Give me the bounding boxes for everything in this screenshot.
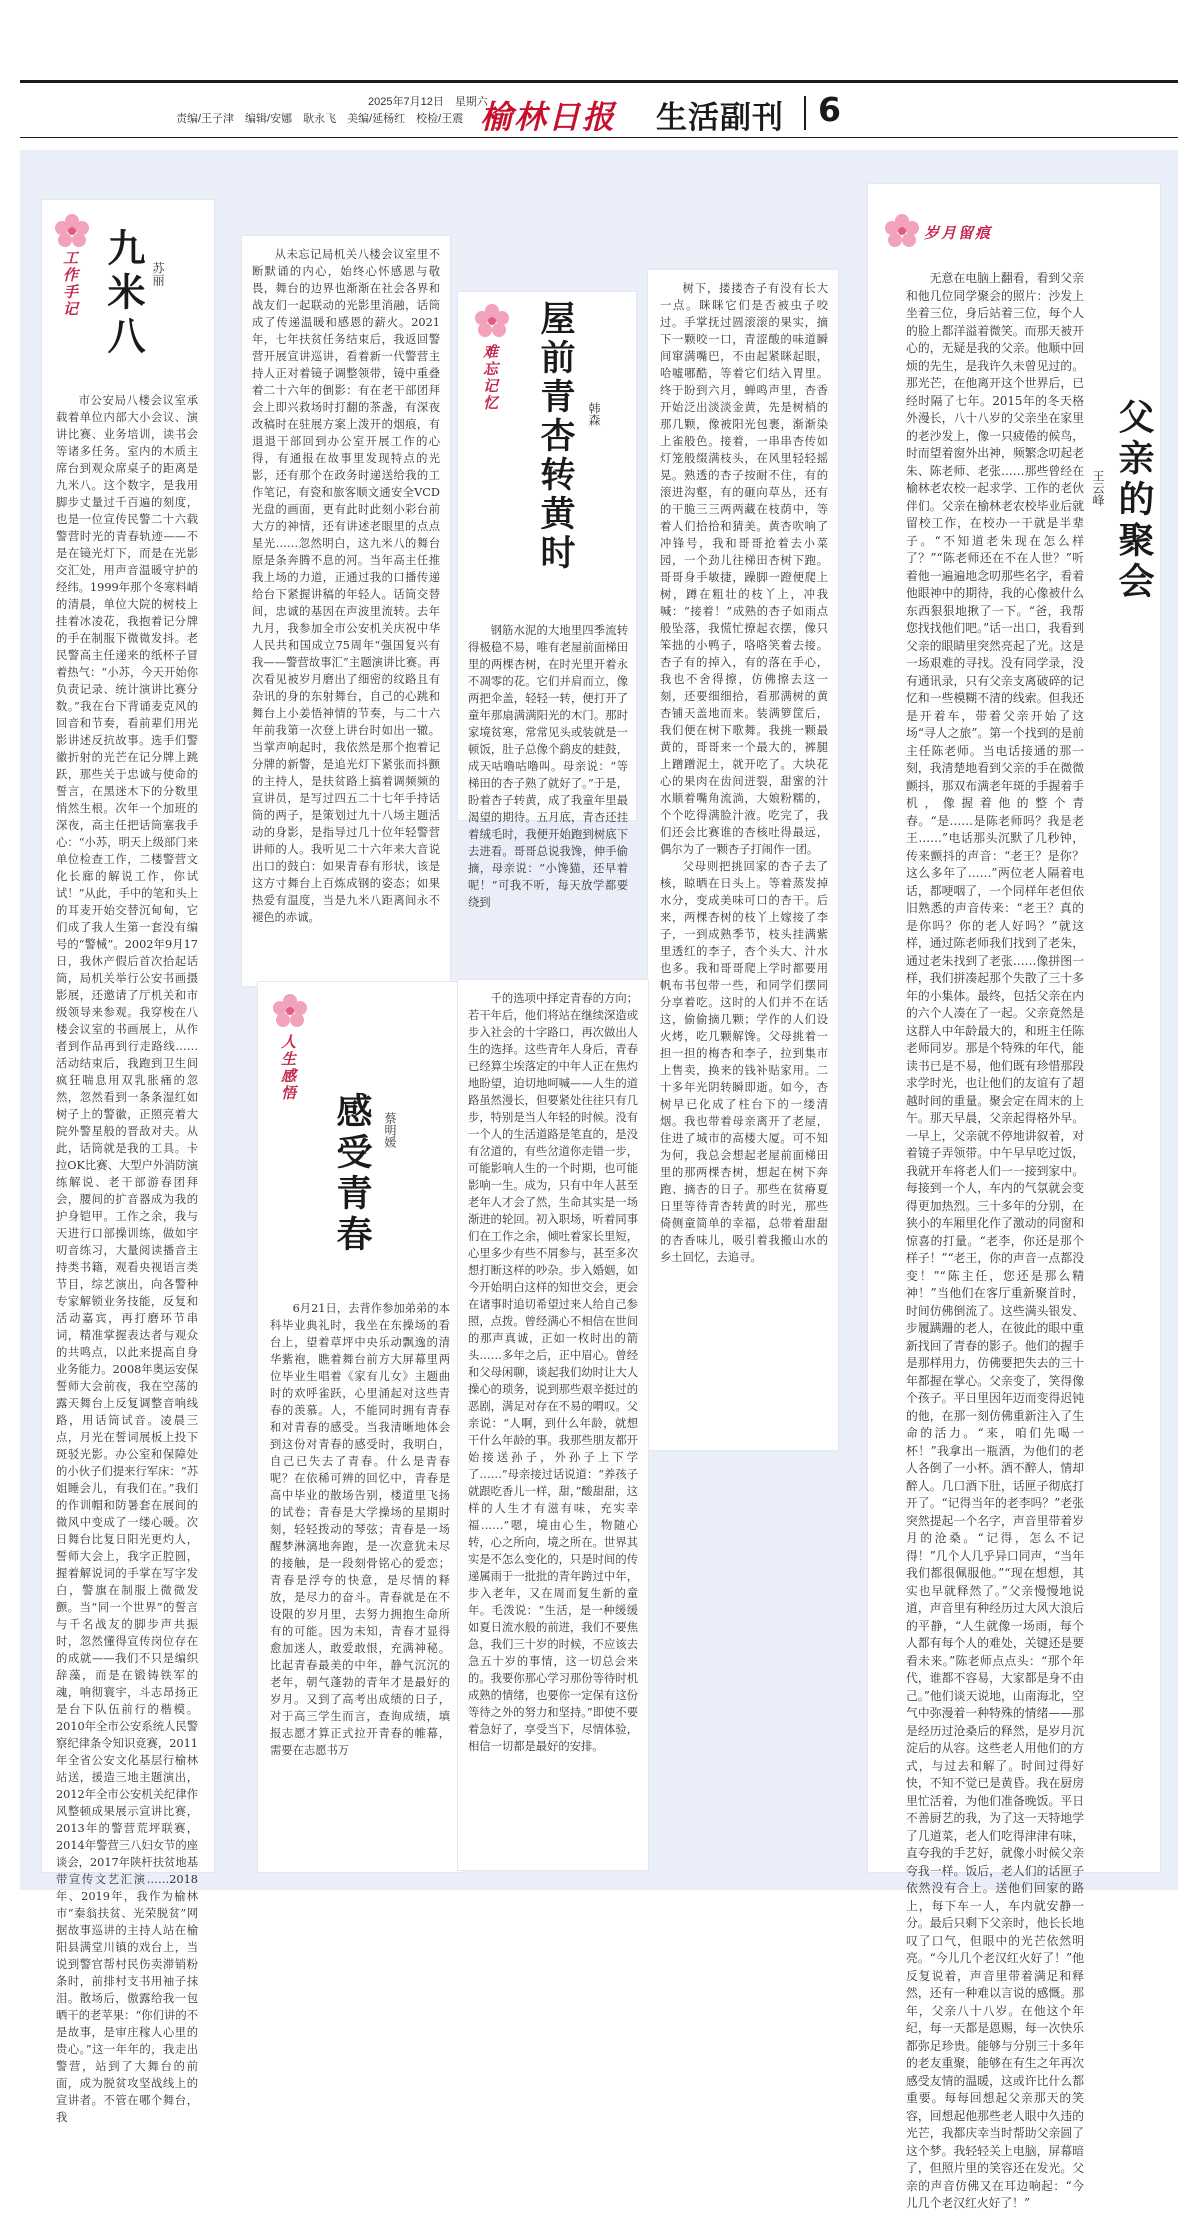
column-tag xyxy=(268,990,312,1120)
flower-icon xyxy=(268,990,312,1034)
issue-date: 2025年7月12日 星期六 xyxy=(368,96,488,108)
flower-icon xyxy=(50,210,94,254)
section-divider xyxy=(804,96,806,130)
article-author: 蔡明媛 xyxy=(383,1112,397,1148)
article-body-col2 xyxy=(252,246,440,976)
article-title: 九米八 xyxy=(101,228,145,360)
masthead xyxy=(0,0,1200,140)
article-body-col3 xyxy=(660,858,828,1438)
article-title: 屋前青杏转黄时 xyxy=(535,300,575,573)
article-title: 父亲的聚会 xyxy=(1113,398,1154,603)
paragraph: 6月21日，去背作参加弟弟的本科毕业典礼时，我坐在东操场的看台上，望着草坪中央乐动飘逸的清华紫袍，瞧着舞台前方大屏幕里两位毕业生唱着《家有儿女》主题曲时的欢呼雀跃，心里涌起对这些青春的羡慕。人，不能同时拥有青春和对青春的感受。当我清晰地体会到这份对青春的感受时，我明白，自己已失去了青春。什么是青春呢？在依稀可辨的回忆中，青春是高中毕业的散场告别，楼道里飞扬的试卷；青春是大学操场的星期时刻，轻轻拨动的琴弦；青春是一场醒梦淋漓地奔跑，是一次意犹未尽的接触，是一段刻骨铭心的爱恋；青春是浮夸的快意，是尽情的释放，是尽力的奋斗。青春就是在不设限的岁月里，去努力拥抱生命所有的可能。因为未知，青春才显得愈加迷人，敢爱敢恨，充满神秘。比起青春最美的中年，静气沉沉的老年，朝气蓬勃的青年才是最好的岁月。又到了高考出成绩的日子，对于高三学生而言，查询成绩，填报志愿才算正式拉开青春的帷幕，需要在志愿书万 xyxy=(270,1302,450,1757)
paragraph: 树下，搂搂杏子有没有长大一点。眯眯它们是否被虫子咬过。手掌抚过圆滚滚的果实，摘下一颗咬一口，青涩酸的味道瞬间窜满嘴巴，不由起紧眯起眼，哈嘘哪酷，等着它们结入胃里。终于盼到六月，蝉鸣声里，杏香开始泛出淡淡金黄，先是树梢的那几颗，像被阳光包裹，渐渐染上雀般色。接着，一串串杏传如灯笼般缀满枝头，在风里轻轻摇晃。熟透的杏子按耐不住，有的滚进沟壑，有的砸向草丛，还有的干脆三三两两藏在枝荫中，等着人们拾拾和猜美。黄杏吹响了冲锋号，我和哥哥抢着去小菜园，一个劲儿往梯田杏树下跑。哥哥身手敏捷，躁脚一蹬便爬上树，蹲在粗壮的枝丫上，冲我喊：“接着！”成熟的杏子如雨点般坠落，我慌忙撩起衣摆，像只笨拙的小鸭子，咯咯笑着去接。杏子有的掉入，有的落在手心，我也不舍得擦，仿佛擦去这一刻，还要细细拾，看那满树的黄杏铺天盖地而来。装满箩筐后，我们便在树下歌舞。我挑一颗最黄的，哥哥来一个最大的，裤腿上蹭蹭泥土，就开吃了。大块花心的果肉在齿间迸裂，甜蜜的汁水顺着嘴角流淌，大娘粉糯的，个个吃得满脸汁液。吃完了，我们还会比赛谁的杏核吐得最远，偶尔为了一颗杏子打闹作一团。 xyxy=(660,282,828,856)
newspaper-logo: 榆林日报 xyxy=(480,98,617,136)
column-tag-text: 工作手记 xyxy=(61,250,79,318)
paragraph: 从未忘记局机关八楼会议室里不断默诵的内心，始终心怀感恩与敬畏，舞台的边界也渐渐在社会各界和战友们一起联动的光影里消融，话筒成了传递温暖和感恩的薪火。2021年，七年扶贫任务结束后，我返回警营开展宣讲巡讲，看着新一代警营主持人正对着镜子调整领带，镜中重叠着二十六年的倒影：有在老干部团拜会上即兴救场时打翻的茶盏，有深夜改稿时在驻展方案上泼开的烟痕，有退退干部回到办公室开展工作的心得，有通报在故事里发现特点的光影，还有那个在政务时递送给我的工作笔记，有瓷和旅客顺文通安全VCD光盘的画面，更有此时此刻小彩台前大方的神情，还有讲述老眼里的点点星光……忽然明白，这九米八的舞台原是条奔腾不息的河。当年高主任推我上场的力道，正通过我的口播传递给台下紧握讲稿的年轻人。话筒交替间，忠诚的基因在声波里流转。去年九月，我参加全市公安机关庆祝中华人民共和国成立75周年“强国复兴有我——警营故事汇”主题演讲比赛。再次看见被岁月磨出了细密的纹路且有杂讯的身的东射舞台，自己的心跳和舞台上小姜悟神情的节奏，与二十六年前我第一次登上讲台时如出一辙。当掌声响起时，我依然是那个抱着记分牌的新警，是追光灯下紧张而抖颤的主持人，是扶贫路上搞着调频频的宣讲员，是写过四五二十七年手持话筒的两子，是策划过九十八场主题活动的身影，是指导过几十位年轻警营讲师的人。我听见二十六年来大音说出口的鼓白：如果青春有形状，该是这方寸舞台上百炼成钢的姿态；如果热爱有温度，当是九米八距离间永不褪色的赤诚。 xyxy=(252,248,440,924)
column-tag xyxy=(50,210,94,330)
paragraph: 钢筋水泥的大地里四季流转得极稳不易，唯有老屋前面梯田里的两棵杏树，在时光里开着永不凋零的花。它们并肩而立，像两把伞盖，轻轻一转，便打开了童年那扇满满阳光的木门。那时家境贫寒，常常见头或装就是一顿饭，肚子总像个鹞皮的蛙鼓，成天咕噜咕噜叫。母亲说：“等梯田的杏子熟了就好了。”于是，盼着杏子转黄，成了我童年里最渴望的期待。五月底，青杏还挂着绒毛时，我便开始跑到树底下去进看。哥哥总说我馋，伸手偷摘，母亲说：“小馋猫，还早着呢！”可我不听，每天放学都要绕到 xyxy=(468,624,628,909)
flower-icon xyxy=(470,300,514,344)
masthead-bottom-rule xyxy=(20,137,1178,138)
column-tag xyxy=(470,300,514,430)
paragraph: 市公安局八楼会议室承载着单位内部大小会议、演讲比赛、业务培训，读书会等诸多任务。室内的木质主席台到观众席桌子的距离是九米八。这个数字，是我用脚步丈量过千百遍的刻度，也是一位宣传民警二十六载警营时光的青春轨迹——不是在镜光灯下，而是在光影交汇处，用声音温暖守护的经纬。1999年那个冬寒料峭的清晨，单位大院的树枝上挂着冰凌花，我抱着记分牌的手在制服下微微发抖。老民警高主任递来的纸杯子冒着热气：“小苏，今天开始你负责记录、统计演讲比赛分数。”我在台下背诵麦克风的回音和节奏，看前辈们用光影讲述反抗故事。选手们警徽折射的光芒在记分牌上跳跃，那些关于忠诚与使命的誓言，在黑迷木下的分数里悄然生根。次年一个加班的深夜，高主任把话筒塞我手心：“小苏，明天上级部门来单位检查工作，二楼警营文化长廊的解说工作，你试试！”从此，手中的笔和头上的耳麦开始交替沉甸甸，它们成了我人生第一套没有编号的“警械”。2002年9月17日，我休产假后首次拾起话筒，局机关举行公安书画摄影展，还邀请了厅机关和市级领导来参观。我穿梭在八楼会议室的书画展上，从作者到作品再到行走路线……活动结束后，我跑到卫生间疯狂喘息用双乳胀痛的忽然，忽然看到一条条湿红如树子上的警徽，正照亮着大院外警星般的晋敌对夫。从此，话筒就是我的工具。卡拉OK比赛、大型户外消防演练解说、老干部游春团拜会，腰间的扩音器成为我的护身铠甲。工作之余，我与天进行口部操训练，做如宇叨音练习，大量阅读播音主持类书籍，观看央视语言类节目，综艺演出，向各警种专家解锁业务技能，反复和活动嘉宾，再打磨环节串词，精准掌握表达者与观众的共鸣点，以此来提高自身业务能力。2008年奥运安保誓师大会前夜，我在空荡的露天舞台上反复调整音响线路，用话筒试音。凌晨三点，月光在誓词展板上投下斑驳光影。办公室和保障处的小伙子们提来行军床：“苏姐睡会儿，有我们在。”我们的作训帽和防暑套在展间的微风中变成了一缕心暖。次日舞台比复日阳光更灼人，誓师大会上，我字正腔圆，握着解说词的手掌在写字发白，警旗在制服上微微发颤。当“同一个世界”的誓言与千名战友的脚步声共振时，忽然懂得宣传岗位存在的成就——我们不只是编织辞藻，而是在锻铸铁军的魂，响彻寰宇，斗志昂扬正是台下队伍前行的楷模。2010年全市公安系统人民警察纪律条令知识竞赛，2011年全省公安文化基层行榆林站送，援造三地主题演出，2012年全市公安机关纪律作风整顿成果展示宣讲比赛，2013年的警营荒坪联赛，2014年警营三八妇女节的座谈会，2017年陕杆扶贫地基带宣传文艺汇演……2018年、2019年，我作为榆林市“秦翁扶贫、光荣脱贫”网据故事巡讲的主持人站在榆阳县满堂川镇的戏台上，当说到警官帮村民伤卖滞销粉条时，前排村支书用袖子抹泪。散场后，傲露给我一包晒干的老苹果：“你们讲的不是故事，是审庄稼人心里的贵心。”这一年年的，我走出警营，站到了大舞台的前面，成为脱贫攻坚战线上的宣讲者。不管在哪个舞台，我 xyxy=(56,394,198,2124)
editor-staff: 责编/王子津 编辑/安娜 耿永飞 美编/延杨红 校检/王震 xyxy=(176,113,464,125)
article-body-col1 xyxy=(56,392,198,2124)
article-body-col1 xyxy=(906,270,1084,2210)
article-title: 感受青春 xyxy=(331,1092,372,1256)
column-tag-text: 人生感悟 xyxy=(279,1034,297,1102)
article-body-col1 xyxy=(468,622,628,909)
article-author: 苏丽 xyxy=(151,262,165,286)
masthead-top-rule xyxy=(20,80,1178,83)
paragraph: 无意在电脑上翻看，看到父亲和他几位同学聚会的照片：沙发上坐着三位，身后站着三位，每个人的脸上都洋溢着微笑。而那天被开心的，无疑是我的父亲。他顺中回烦的先生，是我许久未曾见过的。那光芒，在他离开这个世界后，已经时隔了七年。2015年的冬天格外漫长，八十八岁的父亲坐在家里的老沙发上，像一只疲倦的候鸟，时而望着窗外出神，频繁念叨起老朱、陈老师、老张……那些曾经在榆林老农校一起求学、工作的老伙伴们。父亲在榆林老农校毕业后就留校工作，在校办一干就是半辈子。“不知道老朱现在怎么样了？”“陈老师还在不在人世？”听着他一遍遍地念叨那些名字，看着他眼神中的期待，我的心像被什么东西狠狠地揪了一下。“爸，我帮您找找他们吧。”话一出口，我看到父亲的眼睛里突然亮起了光。这是一场艰难的寻找。没有同学录，没有通讯录，只有父亲支离破碎的记忆和一些模糊不清的线索。但我还是开着车，带着父亲开始了这场“寻人之旅”。第一个找到的是前主任陈老师。当电话接通的那一刻，我清楚地看到父亲的手在微微颤抖，那双布满老年斑的手握着手机，像握着他的整个青春。“是……是陈老师吗？我是老王……”电话那头沉默了几秒钟，传来颤抖的声音：“老王？是你？这么多年了……”两位老人隔着电话，都哽咽了，一个同样年老但依旧熟悉的声音传来：“老王？真的是你吗？你的老人好吗？”就这样，通过陈老师我们找到了老朱，通过老朱找到了老张……像拼图一样，我们拼凑起那个失散了三十多年的小集体。最终，包括父亲在内的六个人凑在了一起。父亲竟然是这群人中年龄最大的，和班主任陈老师同岁。那是个特殊的年代，能读书已是不易，他们既有珍惜那段求学时光，也让他们的友谊有了超越时间的重量。聚会定在周末的上午。那天早晨，父亲起得格外早。一早上，父亲就不停地讲叙着，对着镜子弄领带。中午早早吃过饭，我就开车将老人们一一接到家中。每接到一个人，车内的气氛就会变得更加热烈。三十多年的分别，在狭小的车厢里化作了激动的同窗和惊喜的打量。“老李，你还是那个样子！”“老王，你的声音一点都没变！”“陈主任，您还是那么精神！”当他们在客厅重新聚首时，时间仿佛倒流了。这些满头银发、步履蹒跚的老人，在彼此的眼中重新找回了青春的影子。他们的握手是那样用力，仿佛要把失去的三十年都握在掌心。父亲变了，笑得像个孩子。平日里因年迈而变得迟钝的他，在那一刻仿佛重新注入了生命的活力。“来，咱们先喝一杯！”我拿出一瓶酒，为他们的老人各倒了一小杯。酒不醉人，情却醉人。几口酒下肚，话匣子彻底打开了。“记得当年的老李吗？”老张突然提起一个名字，声音里带着岁月的沧桑。“记得，怎么不记得！”几个人几乎异口同声，“当年我们都很佩服他。”“现在想想，其实也早就释然了。”父亲慢慢地说道，声音里有种经历过大风大浪后的平静，“人生就像一场雨，每个人都有每个人的难处，关键还是要看未来。”陈老师点点头：“那个年代，谁都不容易，大家都是身不由己。”他们谈天说地，山南海北，空气中弥漫着一种特殊的情绪——那是经历过沧桑后的释然，是岁月沉淀后的从容。这些老人用他们的方式，与过去和解了。时间过得好快，不知不觉已是黄昏。我在厨房里忙活着，为他们准备晚饭。平日不善厨艺的我，为了这一天特地学了几道菜，老人们吃得津津有味，直夸我的手艺好，就像小时候父亲夸我一样。饭后，老人们的话匣子依然没有合上。送他们回家的路上，每下车一人，车内就安静一分。最后只剩下父亲时，他长长地叹了口气，但眼中的光芒依然明亮。“今儿几个老汉红火好了！”他反复说着，声音里带着满足和释然，还有一种难以言说的感慨。那年，父亲八十八岁。在他这个年纪，每一天都是恩赐，每一次快乐都弥足珍贵。能够与分别三十多年的老友重聚，能够在有生之年再次感受友情的温暖，这或许比什么都重要。每每回想起父亲那天的笑容，回想起他那些老人眼中久违的光芒，我都庆幸当时帮助父亲圆了这个梦。我轻轻关上电脑，屏幕暗了，但照片里的笑容还在发光。父亲的声音仿佛又在耳边响起：“今儿几个老汉红火好了！” xyxy=(906,271,1084,2210)
article-body-col1 xyxy=(270,1300,450,1862)
article-author: 王云峰 xyxy=(1091,470,1105,506)
article-author: 韩森 xyxy=(587,402,601,426)
column-tag xyxy=(880,210,1040,254)
paragraph: 千的选项中择定青春的方向；若干年后，他们将站在继续深造或步入社会的十字路口，再次做出人生的选择。这些青年人身后，青春已经算尘埃落定的中年人正在焦灼地盼望，迫切地呵喊——人生的道路虽然漫长，但要紧处往往只有几步，特别是当人年轻的时候。没有一个人的生活道路是笔直的，是没有岔道的，有些岔道你走错一步，可能影响人生的一个时期，也可能影响一生。成为，只有中年人甚至老年人才会了然，生命其实是一场渐进的轮回。初入职场，听着同事们在工作之余，倾吐着家长里短，心里多少有些不屑参与，甚至多次想打断这样的吵杂。步入婚姻，如今开始明白这样的知世交会，更会在诸事时追切希望过来人给自己参照，点拨。曾经满心不相信在世间的那声真诚，正如一枚时出的箭头……多年之后，正中眉心。曾经和父母闲聊，谈起我们幼时让大人操心的琐务，说到那些艰辛挺过的恶剧，满足对存在不易的喟叹。父亲说：“人啊，到什么年龄，就想干什么年龄的事。我那些朋友都开始接送孙子，外孙子上下学了……”母亲接过话说道：“养孩子就跟吃香儿一样，甜，”酸甜甜，这样的人生才有滋有味，充实幸福……”嗯，境由心生，物随心转，心之所向，境之所在。世界其实是不怎么变化的，只是时间的传递属雨于一批批的青年跨过中年，步入老年，又在周而复生新的童年。毛泼说：“生活，是一种缓缓如夏日流水般的前进，我们不要焦急，我们三十岁的时候，不应该去急五十岁的事情，这一切总会来的。我要你那心学习那份等待时机成熟的情绪，也要你一定保有这份等待之外的努力和坚持。”即使不要着急好了，享受当下，尽情体验，相信一切都是最好的安排。 xyxy=(468,992,638,1753)
section-title: 生活副刊 xyxy=(656,100,784,136)
article-body-col2 xyxy=(468,990,638,1862)
column-tag-text: 岁月留痕 xyxy=(924,224,993,242)
page-number: 6 xyxy=(818,90,841,129)
article-body-col2 xyxy=(660,280,828,856)
flower-icon xyxy=(880,210,924,254)
column-tag-text: 难忘记忆 xyxy=(481,344,499,412)
paragraph: 父母则把挑回家的杏子去了核，晾晒在日头上。等着蒸发掉水分，变成美味可口的杏干。后来，两棵杏树的枝丫上嫁接了李子，一到成熟季节，枝头挂满紫里透红的李子，杏个头大、汁水也多。我和哥哥爬上学时都要用帆布书包带一些，和同学们摆同分享着吃。这时的人们并不在话这，偷偷摘几颗；学作的人们设火烤，吃几颗解馋。父母挑着一担一担的梅杏和李子，拉到集市上售卖，换来的钱补贴家用。二十多年光阴转瞬即逝。如今，杏树早已化成了柱台下的一缕清烟。我也带着母亲离开了老屋，住进了城市的高楼大厦。可不知为何，我总会想起老屋前面梯田里的那两棵杏树，想起在树下奔跑、摘杏的日子。那些在贫瘠夏日里等待青杏转黄的时光，那些倚侧童简单的幸福，总带着甜甜的杏香味儿，吸引着我搬山水的乡土回忆，去追寻。 xyxy=(660,860,828,1264)
